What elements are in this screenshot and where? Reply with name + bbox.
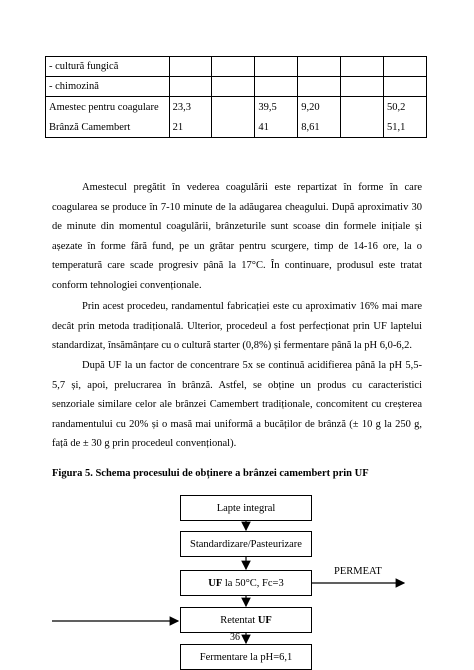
- table-cell: Amestec pentru coagulare: [46, 97, 170, 118]
- step-label: Standardizare/Pasteurizare: [190, 538, 302, 550]
- table-cell: 8,61: [298, 117, 341, 138]
- figure-caption: Figura 5. Schema procesului de obținere a brânzei camembert prin UF: [52, 468, 369, 479]
- permeat-label: PERMEAT: [334, 566, 382, 577]
- table-cell: - chimozină: [46, 77, 170, 97]
- table-cell: 21: [169, 117, 212, 138]
- step-box-standardizare: [180, 531, 312, 557]
- step-label: la 50°C, Fc=3: [222, 577, 284, 589]
- paragraph: Amestecul pregătit în vederea coagulării este repartizat în forme în care coagularea se produce în 7-10 minute de la adăugarea cheagului. După aproximativ 30 de minute din momentul coagulării, brânzeturile sunt scoase din formele inițiale și așezate în forme fără fund, pe un grătar pentru scurgere, timp de 14-16 ore, la o temperatură care scade progresiv până la 17°C. În continuare, produsul este tratat conform tehnologiei convenționale.: [52, 182, 422, 291]
- table-cell: - cultură fungică: [46, 57, 170, 77]
- step-box-retentat: [180, 607, 312, 633]
- paragraph: După UF la un factor de concentrare 5x se continuă acidifierea până la pH 5,5-5,7 și, apoi, prelucrarea în brânză. Astfel, se obține un produs cu caracteristici senzoriale similare celor ale brânzei Camembert tradiționale, concomitent cu creșterea randamentului cu 20% și o masă mai uniformă a bucăților de brânză (± 10 g la 250 g, față de ± 30 g prin procedeul convențional).: [52, 360, 422, 450]
- step-label: Fermentare la pH=6,1: [199, 651, 293, 663]
- table-cell: 23,3: [169, 97, 212, 118]
- table-cell: 50,2: [384, 97, 427, 118]
- table-cell: 39,5: [255, 97, 298, 118]
- step-label: Lapte integral: [216, 502, 276, 514]
- table-cell: 9,20: [298, 97, 341, 118]
- table-cell: 41: [255, 117, 298, 138]
- step-label-bold: UF: [208, 577, 223, 589]
- table-cell: Brânză Camembert: [46, 117, 170, 138]
- step-label: Retentat: [220, 614, 258, 626]
- step-box-uf: [180, 570, 312, 596]
- page-number: 36: [230, 632, 240, 643]
- step-label-bold: UF: [257, 614, 272, 626]
- table-cell: 51,1: [384, 117, 427, 138]
- step-box-lapte: [180, 495, 312, 521]
- paragraph: Prin acest procedeu, randamentul fabricației este cu aproximativ 16% mai mare decât prin metoda tradițională. Ulterior, procedeul a fost perfecționat prin UF laptelui standardizat, însămânțare cu o cultură starter (0,8%) și fermentare până la pH 6,0-6,2.: [52, 301, 422, 352]
- step-box-fermentare: [180, 644, 312, 670]
